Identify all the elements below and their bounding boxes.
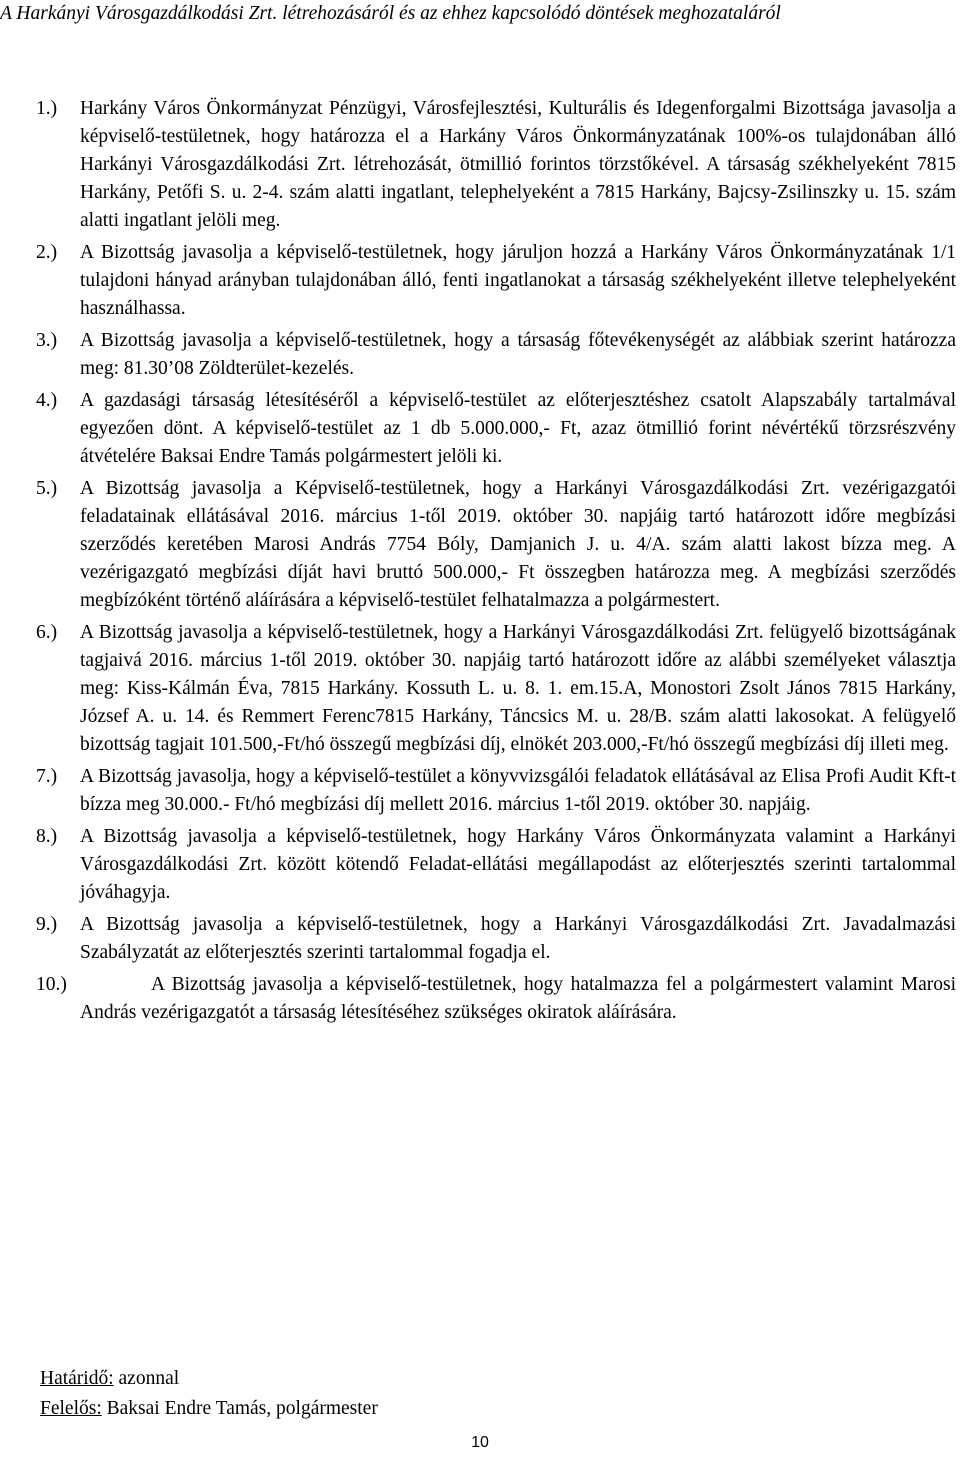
item-number: 1.) <box>36 98 58 119</box>
resolution-list <box>36 95 956 1031</box>
responsible-value: Baksai Endre Tamás, polgármester <box>101 1398 378 1419</box>
page-number: 10 <box>471 1434 489 1451</box>
item-text: Harkány Város Önkormányzat Pénzügyi, Városfejlesztési, Kulturális és Idegenforgalmi Bizottsága javasolja a képviselő-testületnek, hogy határozza el a Harkány Város Önkormányzatának 100%-os tulajdonában álló Harkányi Városgazdálkodási Zrt. létrehozását, ötmillió forintos törzstőkével. A társaság székhelyeként 7815 Harkány, Petőfi S. u. 2-4. szám alatti ingatlant, telephelyeként a 7815 Harkány, Bajcsy-Zsilinszky u. 15. szám alatti ingatlant jelöli meg. <box>80 98 956 231</box>
item-number: 3.) <box>36 330 58 351</box>
item-number: 7.) <box>36 766 58 787</box>
item-text: A Bizottság javasolja a képviselő-testületnek, hogy hatalmazza fel a polgármestert valamint Marosi András vezérigazgatót a társaság létesítéséhez szükséges okiratok aláírására. <box>80 974 956 1023</box>
resolution-item-9 <box>36 911 956 967</box>
resolution-item-10 <box>36 971 956 1027</box>
resolution-item-6 <box>36 619 956 759</box>
item-text: A Bizottság javasolja a képviselő-testületnek, hogy Harkány Város Önkormányzata valamint a Harkányi Városgazdálkodási Zrt. között kötendő Feladat-ellátási megállapodást az előterjesztés szerinti tartalommal jóváhagyja. <box>80 826 956 903</box>
item-text: A gazdasági társaság létesítéséről a képviselő-testület az előterjesztéshez csatolt Alapszabály tartalmával egyezően dönt. A képviselő-testület az 1 db 5.000.000,- Ft, azaz ötmillió forint névértékű törzsrészvény átvételére Baksai Endre Tamás polgármestert jelöli ki. <box>80 390 956 467</box>
resolution-item-5 <box>36 475 956 615</box>
resolution-item-8 <box>36 823 956 907</box>
resolution-item-7 <box>36 763 956 819</box>
item-number: 10.) <box>36 974 67 995</box>
document-title: A Harkányi Városgazdálkodási Zrt. létrehozásáról és az ehhez kapcsolódó döntések meghozataláról <box>0 3 781 24</box>
resolution-item-3 <box>36 327 956 383</box>
item-number: 4.) <box>36 390 58 411</box>
item-number: 6.) <box>36 622 58 643</box>
deadline-label: Határidő: <box>40 1368 114 1389</box>
responsible-line <box>40 1394 378 1424</box>
deadline-value: azonnal <box>113 1368 180 1389</box>
responsible-label: Felelős: <box>40 1398 102 1419</box>
item-text: A Bizottság javasolja a Képviselő-testületnek, hogy a Harkányi Városgazdálkodási Zrt. vezérigazgatói feladatainak ellátásával 2016. március 1-től 2019. október 30. napjáig tartó határozott időre megbízási szerződés keretében Marosi András 7754 Bóly, Damjanich J. u. 4/A. szám alatti lakost bízza meg. A vezérigazgató megbízási díját havi bruttó 500.000,- Ft összegben határozza meg. A megbízási szerződés megbízóként történő aláírására a képviselő-testület felhatalmazza a polgármestert. <box>80 478 956 611</box>
deadline-line <box>40 1364 378 1394</box>
item-number: 2.) <box>36 242 58 263</box>
item-number: 5.) <box>36 478 58 499</box>
item-text: A Bizottság javasolja a képviselő-testületnek, hogy a Harkányi Városgazdálkodási Zrt. Javadalmazási Szabályzatát az előterjesztés szerinti tartalommal fogadja el. <box>80 914 956 963</box>
resolution-item-1 <box>36 95 956 235</box>
item-text: A Bizottság javasolja a képviselő-testületnek, hogy a Harkányi Városgazdálkodási Zrt. felügyelő bizottságának tagjaivá 2016. március 1-től 2019. október 30. napjáig tartó határozott időre az alábbi személyeket választja meg: Kiss-Kálmán Éva, 7815 Harkány. Kossuth L. u. 8. 1. em.15.A, Monostori Zsolt János 7815 Harkány, József A. u. 14. és Remmert Ferenc7815 Harkány, Táncsics M. u. 28/B. szám alatti lakosokat. A felügyelő bizottság tagjait 101.500,-Ft/hó összegű megbízási díj, elnökét 203.000,-Ft/hó összegű megbízási díj illeti meg. <box>80 622 956 755</box>
resolution-item-2 <box>36 239 956 323</box>
item-text: A Bizottság javasolja a képviselő-testületnek, hogy a társaság főtevékenységét az alábbiak szerint határozza meg: 81.30’08 Zöldterület-kezelés. <box>80 330 956 379</box>
footer-block <box>40 1364 378 1424</box>
item-text: A Bizottság javasolja a képviselő-testületnek, hogy járuljon hozzá a Harkány Város Önkormányzatának 1/1 tulajdoni hányad arányban tulajdonában álló, fenti ingatlanokat a társaság székhelyeként illetve telephelyeként használhassa. <box>80 242 956 319</box>
item-number: 8.) <box>36 826 58 847</box>
item-number: 9.) <box>36 914 58 935</box>
resolution-item-4 <box>36 387 956 471</box>
item-text: A Bizottság javasolja, hogy a képviselő-testület a könyvvizsgálói feladatok ellátásával az Elisa Profi Audit Kft-t bízza meg 30.000.- Ft/hó megbízási díj mellett 2016. március 1-től 2019. október 30. napjáig. <box>80 766 956 815</box>
